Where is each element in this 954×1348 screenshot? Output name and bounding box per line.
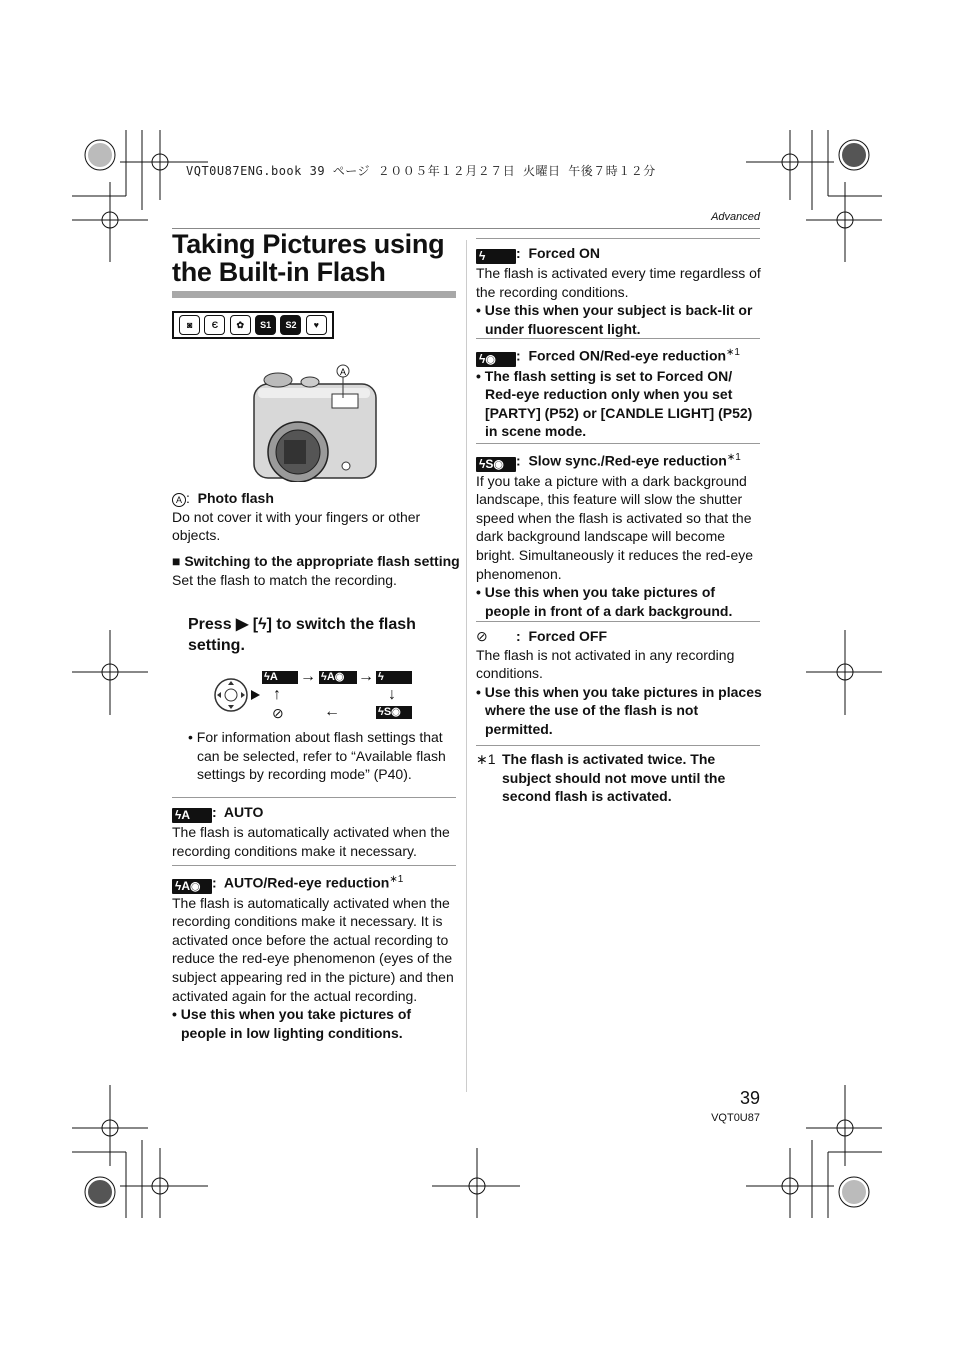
auto-red-mark: ∗1 xyxy=(389,874,404,885)
cycle-forced-off: ⊘ xyxy=(272,705,284,721)
auto-red-label: AUTO/Red-eye reduction xyxy=(223,874,390,891)
slow-sync-bullet: • Use this when you take pictures of people in front of a dark background. xyxy=(476,584,733,619)
print-header-line: VQT0U87ENG.book 39 ページ ２００５年１２月２７日 火曜日 午後７時１２分 xyxy=(186,164,656,178)
cycle-arrow-left: ← xyxy=(324,703,340,720)
rule-slow-sync xyxy=(476,443,760,444)
auto-red-bullet: • Use this when you take pictures of people in low lighting conditions. xyxy=(172,1006,412,1041)
step-note: • For information about flash settings that can be selected, refer to “Available flash settings by recording mode” (P40). xyxy=(188,729,446,783)
forced-on-red-flash-icon: ϟ◉ xyxy=(476,352,516,367)
photo-flash-marker: A xyxy=(172,493,186,507)
rule-auto-red xyxy=(172,865,456,866)
forced-on-red-mark: ∗1 xyxy=(726,347,740,358)
camera-illustration xyxy=(248,360,380,482)
footnote-block xyxy=(476,750,760,806)
scn1-mode-icon: S1 xyxy=(255,315,276,335)
cursor-button-icon xyxy=(213,677,263,713)
cycle-auto-red: ϟA◉ xyxy=(319,671,357,684)
slow-sync-flash-icon: ϟS◉ xyxy=(476,457,516,472)
rule-auto xyxy=(172,797,456,798)
heart-mode-icon: ♥ xyxy=(306,315,327,335)
auto-red-flash-icon: ϟA◉ xyxy=(172,879,212,894)
cycle-auto: ϟA xyxy=(262,671,298,684)
footnote-text: The flash is activated twice. The subject should not move until the second flash is activated. xyxy=(502,751,726,805)
footnote-mark: ∗1 xyxy=(476,751,496,767)
forced-off-label: Forced OFF xyxy=(528,628,608,644)
rule-footnote xyxy=(476,745,760,746)
forced-off-flash-icon: ⊘ xyxy=(476,628,488,644)
switching-text: Set the flash to match the recording. xyxy=(172,571,397,588)
forced-on-text: The flash is activated every time regardless of the recording conditions. xyxy=(476,265,761,300)
slow-sync-label: Slow sync./Red-eye reduction xyxy=(528,452,727,469)
page-title: Taking Pictures using the Built-in Flash xyxy=(172,229,445,287)
forced-on-flash-icon: ϟ xyxy=(476,249,516,264)
slow-sync-block: ϟS◉ : Slow sync./Red-eye reduction$^{∗1}$ If you take a picture with a dark background landscape, this feature will slow the shutter speed when the flash is activated so that the dark background landscape will become bright. Simultaneously it reduces the red-eye phenomenon. • Use this when you take pictures of people in front of a dark background. xyxy=(476,449,762,620)
auto-label: AUTO xyxy=(223,804,264,820)
photo-flash-text: Do not cover it with your fingers or other objects. xyxy=(172,508,421,544)
auto-flash-icon: ϟA xyxy=(172,808,212,823)
forced-on-label: Forced ON xyxy=(528,245,601,261)
cycle-arrow-right-2: → xyxy=(358,668,374,685)
flash-icon: ϟ xyxy=(258,616,267,633)
cycle-arrow-right-1: → xyxy=(300,668,316,685)
camera-mode-icon: ◙ xyxy=(179,315,200,335)
auto-red-text: The flash is automatically activated when the recording conditions make it necessary. It is activated once before the actual recording to reduce the red-eye phenomenon (eyes of the subject appearing red in the picture) and then activated again for the actual recording. xyxy=(172,894,454,1004)
scn2-mode-icon: S2 xyxy=(280,315,301,335)
forced-on-block: ϟ : Forced ON The flash is activated every time regardless of the recording conditions. • Use this when your subject is back-lit or under fluorescent light. xyxy=(476,245,761,337)
switching-heading: ■ Switching to the appropriate flash setting xyxy=(172,553,460,569)
auto-block: ϟA : AUTO The flash is automatically activated when the recording conditions make it necessary. xyxy=(172,803,460,860)
rule-forced-off xyxy=(476,621,760,622)
rule-forced-on xyxy=(476,238,760,239)
forced-on-red-bullet: • The flash setting is set to Forced ON/ Red-eye reduction only when you set [PARTY] (P52) or [CANDLE LIGHT] (P52) in scene mode. xyxy=(476,367,753,440)
forced-off-bullet: • Use this when you take pictures in places where the use of the flash is not permitted. xyxy=(476,683,762,737)
callout-marker: A xyxy=(339,367,347,377)
photo-flash-label: Photo flash xyxy=(197,490,274,506)
forced-off-text: The flash is not activated in any recording conditions. xyxy=(476,646,735,682)
cycle-forced-on: ϟ xyxy=(376,671,412,684)
recording-mode-icons xyxy=(172,311,334,339)
slow-sync-mark: ∗1 xyxy=(726,452,741,463)
switching-block xyxy=(172,552,462,589)
section-label: Advanced xyxy=(711,211,760,223)
forced-off-block: ⊘ : Forced OFF The flash is not activated in any recording conditions. • Use this when you take pictures in places where the use of the flash is not permitted. xyxy=(476,628,762,737)
page-number: 39 xyxy=(739,1088,760,1108)
column-divider xyxy=(466,240,467,1092)
forced-on-red-block: ϟ◉ : Forced ON/Red-eye reduction$^{∗1}$ • The flash setting is set to Forced ON/ Red-eye reduction only when you set [PARTY] (P52) or [CANDLE LIGHT] (P52) in scene mode. xyxy=(476,344,762,441)
rule-forced-on-red xyxy=(476,338,760,339)
macro-mode-icon: ✿ xyxy=(230,315,251,335)
slow-sync-text: If you take a picture with a dark background landscape, this feature will slow the shutter speed when the flash is activated so that the dark background landscape will become bright. Simultaneously it reduces the red-eye phenomenon. xyxy=(476,472,754,582)
cycle-arrow-up: ↑ xyxy=(273,686,281,703)
economy-mode-icon: Є xyxy=(204,315,225,335)
photo-flash-block: A : Photo flash Do not cover it with your fingers or other objects. xyxy=(172,489,462,545)
cycle-slow-sync: ϟS◉ xyxy=(376,706,412,719)
forced-on-red-label: Forced ON/Red-eye reduction xyxy=(528,347,727,364)
title-underline xyxy=(172,291,456,298)
model-code: VQT0U87 xyxy=(711,1112,760,1124)
auto-red-block: ϟA◉ : AUTO/Red-eye reduction$^{∗1}$ The flash is automatically activated when the recording conditions make it necessary. It is activated once before the actual recording to reduce the red-eye phenomenon (eyes of the subject appearing red in the picture) and then activated again for the actual recording. • Use this when you take pictures of people in low lighting conditions. xyxy=(172,871,460,1042)
auto-text: The flash is automatically activated when the recording conditions make it necessary. xyxy=(172,824,450,859)
step-instruction: Press ▶ [ϟ] to switch the flash setting. xyxy=(188,616,416,654)
cycle-arrow-down: ↓ xyxy=(388,686,396,703)
forced-on-bullet: • Use this when your subject is back-lit or under fluorescent light. xyxy=(476,302,753,337)
